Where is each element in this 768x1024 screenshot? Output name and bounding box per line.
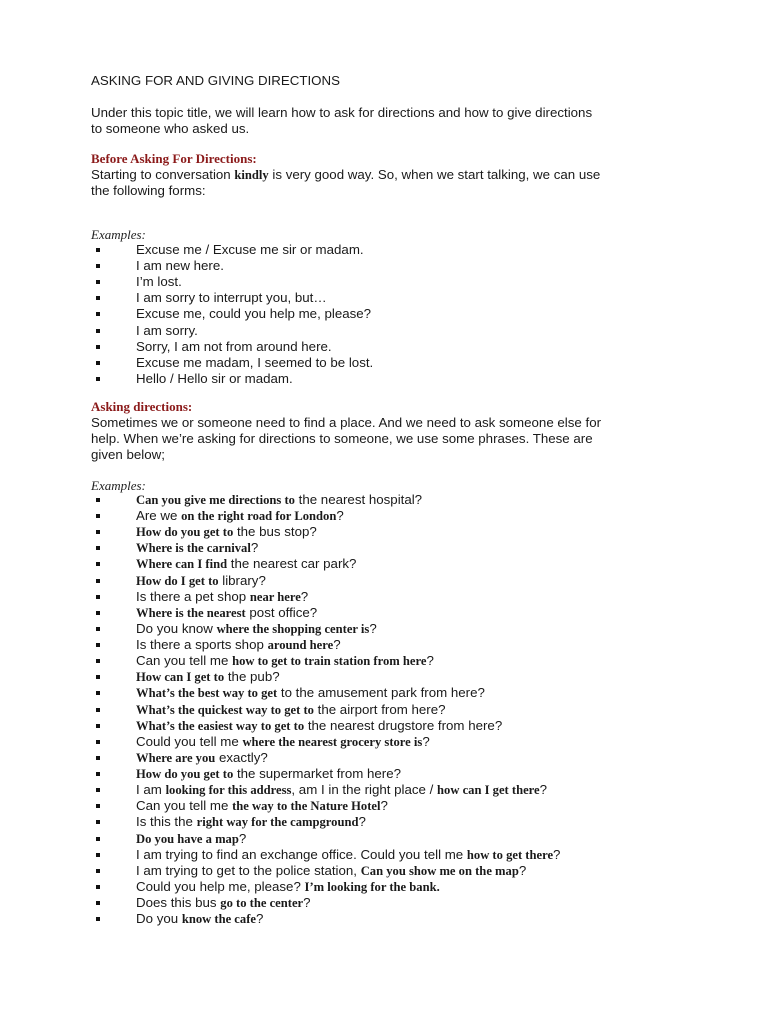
section1-line-1-start: Starting to conversation <box>91 167 235 182</box>
bullet-marker <box>96 804 100 808</box>
list-item <box>136 734 430 750</box>
list-item <box>136 750 268 766</box>
bullet-marker <box>96 361 100 365</box>
bullet-marker <box>96 853 100 857</box>
bullet-marker <box>96 627 100 631</box>
bullet-marker <box>96 885 100 889</box>
list-item <box>136 831 246 847</box>
bullet-marker <box>96 837 100 841</box>
item-text: Is there a sports shop <box>136 637 268 653</box>
item-key-phrase: where the nearest grocery store is <box>242 734 423 749</box>
item-key-phrase: right way for the campground <box>196 815 359 830</box>
item-text: ? <box>380 798 388 814</box>
section1-line-2: the following forms: <box>91 183 206 198</box>
item-text: the nearest hospital? <box>294 492 423 507</box>
bullet-marker <box>96 643 100 647</box>
bullet-marker <box>96 248 100 252</box>
item-text: to the amusement park from here? <box>277 685 485 701</box>
section-heading-asking-directions: Asking directions: <box>91 399 193 414</box>
item-text: I am <box>136 782 166 798</box>
item-text: Could you tell me <box>136 733 243 749</box>
list-item: Sorry, I am not from around here. <box>136 338 332 354</box>
section1-line-1-end: is very good way. So, when we start talking, we can use <box>268 167 601 182</box>
list-item: I am sorry to interrupt you, but… <box>136 290 327 306</box>
item-text: ? <box>422 733 430 749</box>
item-key-phrase: Where are you <box>136 750 216 765</box>
item-key-phrase: How do I get to <box>136 573 219 588</box>
item-key-phrase: where the shopping center is <box>216 621 370 636</box>
item-key-phrase: looking for this address <box>165 783 292 798</box>
list-item <box>136 895 311 911</box>
list-item <box>136 637 341 653</box>
section2-line-1: Sometimes we or someone need to find a place. And we need to ask someone else for <box>91 415 602 430</box>
bullet-marker <box>96 329 100 333</box>
list-item <box>136 573 266 589</box>
list-item <box>136 863 526 879</box>
bullet-marker <box>96 611 100 615</box>
item-key-phrase: How do you get to <box>136 767 234 782</box>
bullet-marker <box>96 514 100 518</box>
list-item <box>136 621 377 637</box>
item-text: Could you help me, please? <box>136 878 305 894</box>
list-item <box>136 718 502 734</box>
item-key-phrase: go to the center <box>220 896 304 910</box>
item-key-phrase: What’s the easiest way to get to <box>136 718 305 733</box>
item-key-phrase: how can I get there <box>437 783 540 798</box>
item-key-phrase: how to get to train station from here <box>232 654 427 669</box>
list-item: I am sorry. <box>136 322 198 338</box>
item-key-phrase: how to get there <box>466 847 554 862</box>
item-key-phrase: What’s the best way to get <box>136 686 278 701</box>
list-item: I am new here. <box>136 258 224 274</box>
bullet-marker <box>96 740 100 744</box>
list-item <box>136 669 280 685</box>
bullet-marker <box>96 901 100 905</box>
examples-label-2: Examples: <box>91 478 146 493</box>
item-text: Do you know <box>136 620 217 636</box>
item-text: Can you tell me <box>136 653 233 669</box>
bullet-marker <box>96 530 100 534</box>
item-text: ? <box>250 540 259 556</box>
list-item <box>136 492 422 508</box>
section1-kindly: kindly <box>234 168 269 182</box>
bullet-marker <box>96 562 100 566</box>
list-item <box>136 702 446 718</box>
item-text: the nearest drugstore from here? <box>304 717 503 733</box>
item-text: ? <box>518 862 527 878</box>
item-text: the airport from here? <box>313 701 446 717</box>
intro-line-1: Under this topic title, we will learn how to ask for directions and how to give directions <box>91 105 593 120</box>
item-text: the pub? <box>224 669 280 685</box>
bullet-marker <box>96 756 100 760</box>
bullet-marker <box>96 377 100 381</box>
bullet-marker <box>96 296 100 300</box>
item-key-phrase: Can you show me on the map <box>360 863 519 878</box>
item-key-phrase: Where can I find <box>136 557 228 572</box>
bullet-marker <box>96 546 100 550</box>
bullet-marker <box>96 345 100 349</box>
bullet-marker <box>96 280 100 284</box>
item-text: Do you <box>136 911 182 927</box>
item-text: exactly? <box>215 749 268 765</box>
list-item <box>136 782 547 798</box>
item-text: the nearest car park? <box>227 556 357 572</box>
item-key-phrase: near here <box>249 589 301 604</box>
item-key-phrase: How can I get to <box>136 670 225 685</box>
bullet-marker <box>96 788 100 792</box>
list-item: Excuse me madam, I seemed to be lost. <box>136 354 374 370</box>
bullet-marker <box>96 917 100 921</box>
item-text: Are we <box>136 508 182 524</box>
item-text: library? <box>218 572 266 588</box>
item-key-phrase: I’m looking for the bank. <box>304 879 440 894</box>
list-item: Excuse me, could you help me, please? <box>136 306 372 322</box>
item-text: ? <box>303 895 311 910</box>
item-text: post office? <box>245 604 318 620</box>
bullet-marker <box>96 312 100 316</box>
list-item: I’m lost. <box>136 274 182 290</box>
bullet-marker <box>96 820 100 824</box>
item-key-phrase: Do you have a map <box>136 831 239 846</box>
item-text: ? <box>333 637 341 653</box>
section-heading-before-asking: Before Asking For Directions: <box>91 151 257 166</box>
section2-line-2: help. When we’re asking for directions to someone, we use some phrases. These are <box>91 431 593 446</box>
list-item <box>136 685 485 701</box>
item-key-phrase: What’s the quickest way to get to <box>136 702 314 717</box>
item-text: ? <box>358 814 366 830</box>
list-item: Excuse me / Excuse me sir or madam. <box>136 242 364 257</box>
item-key-phrase: the way to the Nature Hotel <box>232 799 381 814</box>
bullet-marker <box>96 708 100 712</box>
item-text: ? <box>426 653 434 669</box>
list-item: Hello / Hello sir or madam. <box>136 370 293 386</box>
section1-line-1 <box>91 167 600 183</box>
list-item <box>136 556 356 572</box>
item-text: ? <box>255 911 264 927</box>
list-item <box>136 814 366 830</box>
item-text: the supermarket from here? <box>233 766 402 782</box>
examples-label-1: Examples: <box>91 227 146 242</box>
item-text: ? <box>238 830 247 846</box>
bullet-marker <box>96 691 100 695</box>
item-text: ? <box>539 782 548 798</box>
section2-line-3: given below; <box>91 447 165 462</box>
item-text: I am trying to get to the police station, <box>136 862 361 878</box>
item-text: Does this bus <box>136 895 221 910</box>
item-text: , am I in the right place / <box>291 782 438 798</box>
bullet-marker <box>96 579 100 583</box>
list-item <box>136 524 317 540</box>
item-text: Is there a pet shop <box>136 588 250 604</box>
item-key-phrase: Where is the carnival <box>136 541 251 556</box>
bullet-marker <box>96 498 100 502</box>
list-item <box>136 508 344 524</box>
item-text: ? <box>369 620 377 636</box>
bullet-marker <box>96 595 100 599</box>
list-item <box>136 540 258 556</box>
item-key-phrase: How do you get to <box>136 525 234 540</box>
item-key-phrase: know the cafe <box>181 912 256 927</box>
list-item <box>136 605 317 621</box>
item-text: Is this the <box>136 814 197 830</box>
item-key-phrase: on the right road for London <box>181 509 337 524</box>
list-item <box>136 766 401 782</box>
bullet-marker <box>96 772 100 776</box>
list-item <box>136 798 388 814</box>
bullet-marker <box>96 724 100 728</box>
intro-line-2: to someone who asked us. <box>91 121 250 136</box>
list-item <box>136 911 263 927</box>
list-item <box>136 879 440 895</box>
item-key-phrase: around here <box>267 638 334 653</box>
bullet-marker <box>96 675 100 679</box>
item-text: Can you tell me <box>136 798 233 814</box>
item-key-phrase: Where is the nearest <box>136 605 246 620</box>
document-title: ASKING FOR AND GIVING DIRECTIONS <box>91 73 340 88</box>
bullet-marker <box>96 659 100 663</box>
list-item <box>136 653 434 669</box>
item-text: I am trying to find an exchange office. Could you tell me <box>136 846 467 862</box>
list-item <box>136 589 308 605</box>
item-text: ? <box>553 846 561 862</box>
bullet-marker <box>96 264 100 268</box>
item-text: the bus stop? <box>233 524 317 540</box>
item-text: ? <box>300 588 309 604</box>
item-text: ? <box>336 508 344 524</box>
item-key-phrase: Can you give me directions to <box>136 493 295 507</box>
list-item <box>136 847 560 863</box>
bullet-marker <box>96 869 100 873</box>
